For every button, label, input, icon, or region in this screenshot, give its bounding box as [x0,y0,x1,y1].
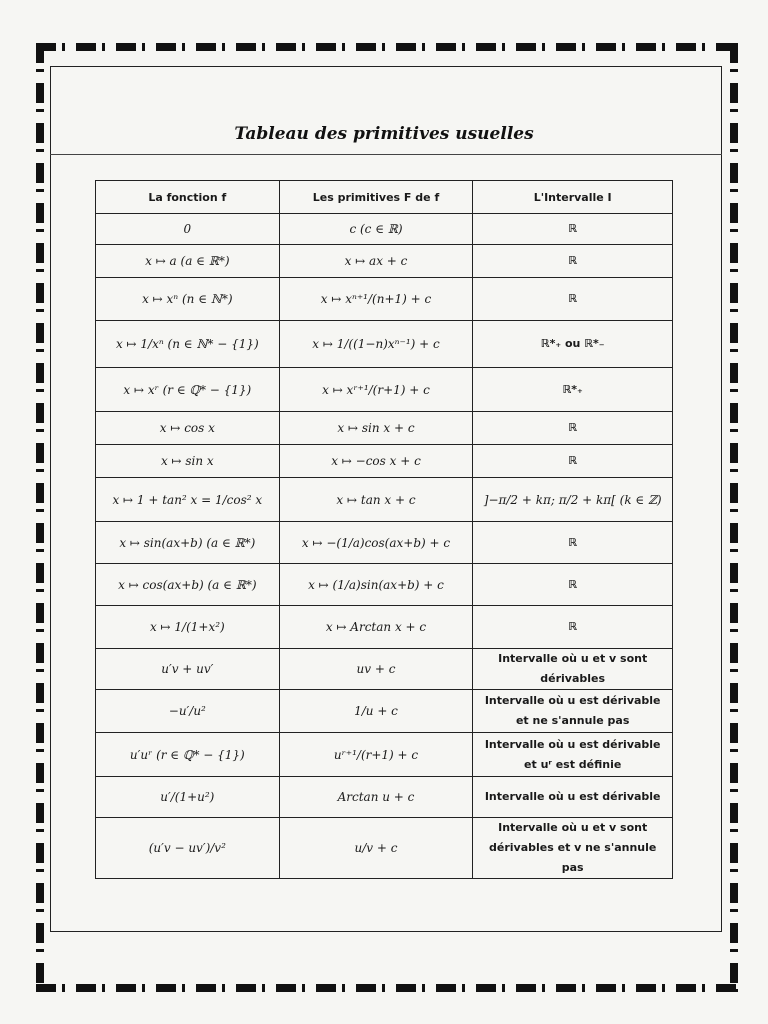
table-row [96,649,673,690]
cell-primitive: x ↦ 1/((1−n)xⁿ⁻¹) + c [279,321,473,368]
cell-interval: ℝ [473,214,673,245]
decorative-frame-bottom [36,984,736,992]
cell-primitive: uv + c [279,649,473,690]
column-header-primitive: Les primitives F de f [279,181,473,214]
decorative-frame-right [730,43,738,992]
cell-primitive: x ↦ −cos x + c [279,445,473,478]
cell-interval: ℝ [473,245,673,278]
table-row [96,412,673,445]
table-row [96,368,673,412]
cell-interval: Intervalle où u est dérivable [473,777,673,818]
cell-function: u′uʳ (r ∈ ℚ* − {1}) [96,733,280,777]
cell-primitive: x ↦ sin x + c [279,412,473,445]
decorative-frame-top [36,43,736,51]
table-row [96,606,673,649]
cell-interval: ℝ [473,564,673,606]
cell-function: x ↦ cos x [96,412,280,445]
cell-primitive: uʳ⁺¹/(r+1) + c [279,733,473,777]
table-row [96,278,673,321]
cell-interval: ℝ [473,412,673,445]
cell-function: 0 [96,214,280,245]
cell-primitive: 1/u + c [279,690,473,733]
cell-primitive: u/v + c [279,818,473,879]
page-title: Tableau des primitives usuelles [234,124,534,144]
cell-function: −u′/u² [96,690,280,733]
cell-function: x ↦ 1 + tan² x = 1/cos² x [96,478,280,522]
table-row [96,733,673,777]
cell-function: x ↦ 1/xⁿ (n ∈ ℕ* − {1}) [96,321,280,368]
cell-function: x ↦ 1/(1+x²) [96,606,280,649]
cell-primitive: x ↦ xʳ⁺¹/(r+1) + c [279,368,473,412]
cell-primitive: x ↦ (1/a)sin(ax+b) + c [279,564,473,606]
column-header-interval: L'Intervalle I [473,181,673,214]
decorative-frame-left [36,43,44,992]
cell-primitive: x ↦ ax + c [279,245,473,278]
cell-primitive: c (c ∈ ℝ) [279,214,473,245]
cell-function: u′v + uv′ [96,649,280,690]
cell-interval: Intervalle où u et v sont dérivables et v ne s'annule pas [473,818,673,879]
cell-interval: Intervalle où u est dérivable et uʳ est définie [473,733,673,777]
cell-function: x ↦ xⁿ (n ∈ ℕ*) [96,278,280,321]
table-row [96,564,673,606]
primitives-table [95,180,673,879]
cell-interval: ℝ*₊ ou ℝ*₋ [473,321,673,368]
cell-primitive: x ↦ Arctan x + c [279,606,473,649]
cell-primitive: x ↦ −(1/a)cos(ax+b) + c [279,522,473,564]
cell-function: x ↦ cos(ax+b) (a ∈ ℝ*) [96,564,280,606]
cell-function: u′/(1+u²) [96,777,280,818]
table-header-row [96,181,673,214]
table-row [96,522,673,564]
cell-interval: ℝ [473,606,673,649]
table-row [96,214,673,245]
cell-primitive: x ↦ xⁿ⁺¹/(n+1) + c [279,278,473,321]
column-header-function: La fonction f [96,181,280,214]
cell-primitive: Arctan u + c [279,777,473,818]
table-row [96,478,673,522]
cell-interval: ]−π/2 + kπ; π/2 + kπ[ (k ∈ ℤ) [473,478,673,522]
cell-function: x ↦ sin x [96,445,280,478]
cell-interval: Intervalle où u et v sont dérivables [473,649,673,690]
table-row [96,818,673,879]
table-row [96,777,673,818]
table-row [96,321,673,368]
table-row [96,245,673,278]
cell-function: x ↦ a (a ∈ ℝ*) [96,245,280,278]
cell-function: x ↦ sin(ax+b) (a ∈ ℝ*) [96,522,280,564]
cell-function: (u′v − uv′)/v² [96,818,280,879]
table-row [96,690,673,733]
cell-primitive: x ↦ tan x + c [279,478,473,522]
cell-interval: Intervalle où u est dérivable et ne s'annule pas [473,690,673,733]
cell-interval: ℝ [473,445,673,478]
title-rule [50,154,722,155]
table-row [96,445,673,478]
cell-interval: ℝ [473,278,673,321]
cell-interval: ℝ*₊ [473,368,673,412]
cell-interval: ℝ [473,522,673,564]
cell-function: x ↦ xʳ (r ∈ ℚ* − {1}) [96,368,280,412]
